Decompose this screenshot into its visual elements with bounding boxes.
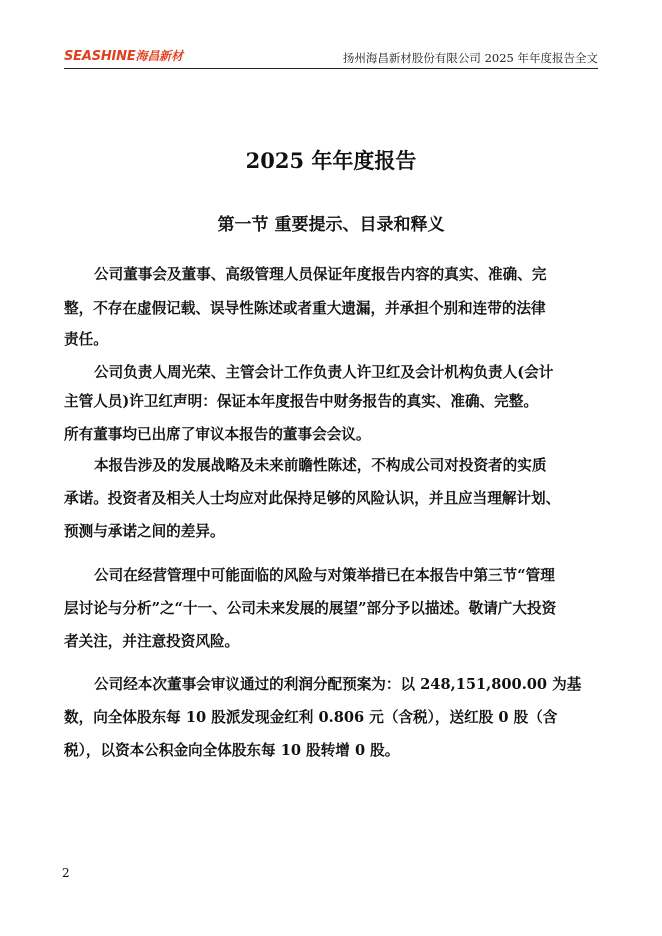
header-document-title: 扬州海昌新材股份有限公司 2025 年年度报告全文 [342, 51, 598, 65]
page-number: 2 [62, 866, 70, 880]
body-line: 预测与承诺之间的差异。 [64, 523, 225, 540]
body-line: 公司负责人周光荣、主管会计工作负责人许卫红及会计机构负责人(会计 [94, 364, 554, 381]
company-logo [64, 47, 183, 65]
body-line: 数，向全体股东每 10 股派发现金红利 0.806 元（含税），送红股 0 股（含 [64, 709, 558, 726]
header-divider [64, 68, 598, 69]
body-line: 责任。 [64, 331, 108, 348]
body-line: 承诺。投资者及相关人士均应对此保持足够的风险认识，并且应当理解计划、 [64, 490, 561, 507]
body-line: 公司经本次董事会审议通过的利润分配预案为：以 248,151,800.00 为基 [94, 676, 582, 693]
body-line: 所有董事均已出席了审议本报告的董事会会议。 [64, 426, 371, 443]
logo-chinese-text: 海昌新材 [135, 49, 183, 63]
logo-latin-text: SEASHINE [64, 49, 136, 64]
body-line: 层讨论与分析”之“十一、公司未来发展的展望”部分予以描述。敬请广大投资 [64, 600, 557, 617]
body-line: 公司在经营管理中可能面临的风险与对策举措已在本报告中第三节“管理 [94, 567, 555, 584]
page-header [64, 44, 598, 68]
section-heading: 第一节 重要提示、目录和释义 [217, 215, 445, 235]
body-line: 本报告涉及的发展战略及未来前瞻性陈述，不构成公司对投资者的实质 [94, 457, 547, 474]
body-line: 税），以资本公积金向全体股东每 10 股转增 0 股。 [64, 742, 400, 759]
body-line: 主管人员)许卫红声明：保证本年度报告中财务报告的真实、准确、完整。 [64, 393, 538, 410]
body-line: 者关注，并注意投资风险。 [64, 633, 240, 650]
body-line: 整，不存在虚假记载、误导性陈述或者重大遗漏，并承担个别和连带的法律 [64, 300, 546, 317]
body-line: 公司董事会及董事、高级管理人员保证年度报告内容的真实、准确、完 [94, 266, 547, 283]
report-title: 2025 年年度报告 [245, 148, 417, 173]
